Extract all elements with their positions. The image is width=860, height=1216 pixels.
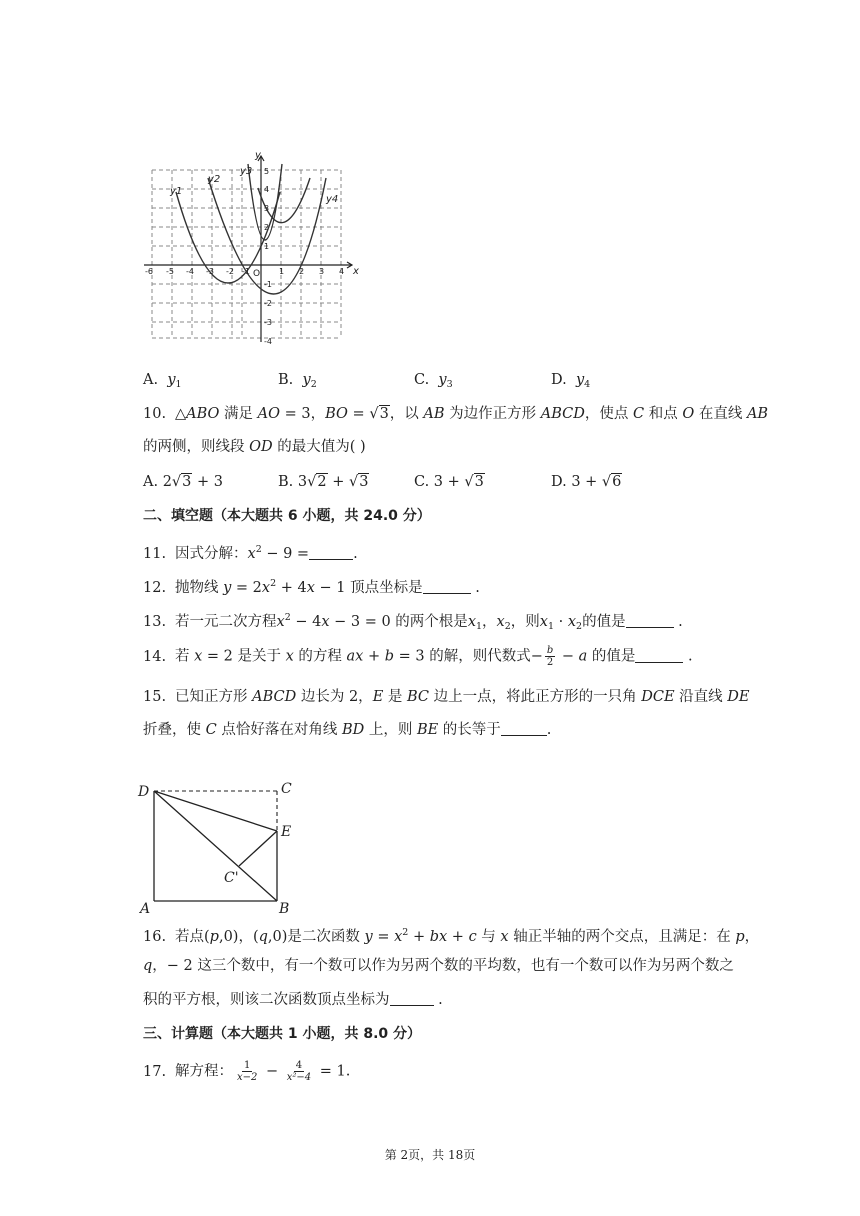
math: b: [384, 648, 395, 665]
text: − 3 = 0 的两个根是: [329, 614, 468, 630]
question-number: 13.: [143, 614, 167, 630]
sub: 2: [504, 621, 511, 632]
y-tick: 2: [264, 223, 270, 232]
sup: 2: [270, 578, 277, 589]
math: AB: [746, 406, 769, 422]
q12: [143, 574, 480, 598]
sup: 2: [402, 927, 409, 938]
q10-option-b[interactable]: B. 3√2 + √3: [278, 474, 369, 490]
option-text: +: [327, 474, 349, 490]
math: x: [194, 648, 203, 665]
text: .: [683, 648, 693, 665]
label-b: B: [279, 901, 290, 916]
math: BE: [416, 722, 439, 738]
y-tick: -2: [264, 299, 272, 308]
math: a: [346, 648, 356, 665]
question-number: 16.: [143, 929, 167, 945]
text: =: [347, 406, 370, 422]
curve-label-y2: y2: [208, 174, 221, 185]
radicand: 6: [612, 474, 622, 490]
text: 折叠，使: [143, 722, 206, 738]
section-heading: 二、填空题（本大题共 6 小题，共 24.0 分）: [143, 508, 431, 524]
math: x: [567, 614, 577, 630]
math: AB: [423, 406, 445, 422]
text: .: [673, 614, 683, 630]
text: 若点(: [175, 929, 210, 945]
option-prefix: B.: [278, 372, 294, 388]
answer-blank[interactable]: [390, 991, 434, 1006]
text: ，: [744, 929, 760, 945]
sup: 2: [255, 544, 262, 555]
math: E: [372, 689, 384, 705]
math: x: [355, 648, 364, 665]
text: 已知正方形: [175, 689, 253, 705]
math: DCE: [641, 689, 675, 705]
x-axis-label: x: [353, 266, 359, 277]
y-tick: 4: [264, 185, 270, 194]
math: O: [682, 406, 695, 422]
option-var: y: [575, 372, 585, 388]
text: = 2: [231, 580, 262, 596]
sub: 1: [547, 621, 555, 632]
option-prefix: D.: [551, 372, 567, 388]
math: BC: [407, 689, 430, 705]
x-tick: 1: [279, 267, 285, 276]
text: 的值是: [582, 614, 626, 630]
fraction: [235, 1060, 259, 1083]
text: 边上一点，将此正方形的一只角: [429, 689, 642, 705]
x-tick: -5: [166, 267, 174, 276]
math: q: [143, 958, 153, 974]
text: 解方程：: [175, 1063, 233, 1080]
y-tick: -1: [264, 280, 272, 289]
option-var: y: [438, 372, 447, 388]
q14: [143, 645, 693, 668]
text: 上，则: [364, 722, 417, 738]
answer-blank[interactable]: [501, 721, 547, 736]
curve-label-y3: y3: [240, 166, 253, 177]
numerator: 1: [244, 1060, 251, 1071]
y-tick: 5: [264, 167, 270, 176]
y-tick: -4: [264, 337, 272, 346]
answer-blank[interactable]: [309, 545, 353, 560]
text: ，使点: [584, 406, 633, 422]
q16-line3: [143, 990, 443, 1010]
math: x: [276, 614, 285, 630]
question-number: 17.: [143, 1063, 167, 1080]
question-number: 12.: [143, 580, 167, 596]
text: − 4: [290, 614, 322, 630]
text: =: [372, 929, 395, 945]
q16-line2: [143, 956, 734, 976]
radicand: 3: [474, 474, 484, 490]
text: 为边作正方形: [444, 406, 541, 422]
text: ，− 2 这三个数中，有一个数可以作为另两个数的平均数，也有一个数可以作为另两个数之: [152, 958, 734, 974]
text: ，则: [510, 614, 540, 630]
option-sub: 2: [310, 379, 317, 390]
square-fold-figure: [136, 776, 306, 916]
math: y: [223, 580, 232, 596]
math: DE: [727, 689, 750, 705]
text: ,0)是二次函数: [267, 929, 365, 945]
question-number: 10.: [143, 406, 167, 422]
answer-blank[interactable]: [423, 579, 471, 594]
math: a: [578, 648, 588, 665]
text: 是: [383, 689, 407, 705]
math: OD: [249, 439, 273, 455]
text: +: [408, 929, 430, 945]
option-sub: 4: [584, 379, 591, 390]
text: .: [546, 722, 552, 738]
text: △: [175, 406, 187, 422]
radicand: 2: [317, 474, 327, 490]
text: = 3 的解，则代数式−: [394, 648, 543, 665]
text: 和点: [644, 406, 683, 422]
text: 与: [476, 929, 501, 945]
y-tick: 3: [264, 204, 270, 213]
denominator: x−2: [237, 1072, 258, 1083]
text: .: [470, 580, 480, 596]
text: .: [353, 546, 358, 562]
text: 的方程: [293, 648, 347, 665]
text: − 9 =: [261, 546, 310, 562]
curve-label-y4: y4: [326, 194, 339, 205]
label-c: C: [281, 781, 292, 797]
text: ,0)，(: [218, 929, 259, 945]
radicand: 3: [359, 474, 369, 490]
y-tick: -3: [264, 318, 272, 327]
text: = 1.: [315, 1063, 351, 1080]
math: x: [394, 929, 403, 945]
text: 轴正半轴的两个交点，且满足：在: [508, 929, 736, 945]
math: p: [209, 929, 219, 945]
text: 在直线: [694, 406, 747, 422]
text: − 1 顶点坐标是: [314, 580, 423, 596]
x-tick: -2: [226, 267, 234, 276]
numerator: b: [546, 645, 554, 656]
math: x: [247, 546, 256, 562]
math: x: [539, 614, 548, 630]
label-e: E: [281, 824, 292, 840]
text: 的最大值为( ): [272, 439, 366, 455]
q11: [143, 540, 358, 564]
q10-option-a[interactable]: A. 2√3 + 3: [143, 474, 223, 490]
text: +: [447, 929, 469, 945]
sub: 1: [476, 621, 483, 632]
q10-option-d[interactable]: D. 3 + √6: [551, 474, 622, 490]
question-number: 15.: [143, 689, 167, 705]
q16-line1: [143, 923, 759, 947]
denominator: 2: [546, 657, 554, 668]
x-tick: -3: [206, 267, 214, 276]
text: + 4: [276, 580, 307, 596]
option-var: y: [302, 372, 311, 388]
denominator: x²−4: [286, 1072, 312, 1083]
option-prefix: A.: [143, 372, 159, 388]
option-var: y: [167, 372, 176, 388]
math: c: [468, 929, 477, 945]
text: 若: [175, 648, 195, 665]
parabola-graph: [140, 148, 365, 348]
text: 若一元二次方程: [175, 614, 277, 630]
text: 的长等于: [438, 722, 501, 738]
math: x: [467, 614, 476, 630]
math: C: [633, 406, 645, 422]
q10-line1: 10. △ABO 满足 AO = 3，BO = √3，以 AB 为边作正方形 ABCD，使点 C 和点 O 在直线 AB: [143, 406, 769, 422]
text: = 3，: [280, 406, 326, 422]
math: AO: [257, 406, 281, 422]
math: b: [429, 929, 440, 945]
q9-option-c[interactable]: [414, 370, 453, 395]
text: 点恰好落在对角线: [216, 722, 342, 738]
q9-option-a[interactable]: [143, 370, 182, 395]
text: ，以: [389, 406, 424, 422]
math: BO: [325, 406, 348, 422]
radicand: 3: [379, 406, 389, 422]
math: x: [500, 929, 509, 945]
question-number: 14.: [143, 648, 167, 665]
x-tick: -6: [145, 267, 153, 276]
q10-line2: [143, 437, 366, 457]
x-tick: 3: [319, 267, 325, 276]
text: 沿直线: [674, 689, 728, 705]
text: ·: [554, 614, 568, 630]
radicand: 3: [182, 474, 192, 490]
fraction: [545, 645, 555, 668]
math: p: [735, 929, 745, 945]
text: 的两侧，则线段: [143, 439, 250, 455]
option-text: C. 3 +: [414, 474, 465, 490]
y-tick: 1: [264, 242, 270, 251]
x-tick: 2: [299, 267, 305, 276]
option-text: B. 3: [278, 474, 308, 490]
q9-option-d[interactable]: [551, 370, 590, 395]
math: y: [364, 929, 373, 945]
option-sub: 1: [175, 379, 182, 390]
option-text: + 3: [192, 474, 223, 490]
math: ABO: [186, 406, 220, 422]
origin-label: O: [253, 269, 261, 279]
x-tick: -4: [186, 267, 194, 276]
numerator: 4: [295, 1060, 303, 1071]
q10-option-c[interactable]: C. 3 + √3: [414, 474, 484, 490]
math: x: [321, 614, 330, 630]
sub: 2: [576, 621, 583, 632]
sup: 2: [284, 612, 291, 623]
math: ABCD: [540, 406, 585, 422]
option-sub: 3: [446, 379, 453, 390]
q13: [143, 608, 683, 637]
text: 边长为 2，: [296, 689, 373, 705]
text: +: [363, 648, 385, 665]
option-text: D. 3 +: [551, 474, 602, 490]
question-number: 11.: [143, 546, 167, 562]
math: x: [496, 614, 505, 630]
text: 积的平方根，则该二次函数顶点坐标为: [143, 992, 390, 1008]
answer-blank[interactable]: [635, 648, 683, 663]
text: −: [261, 1063, 283, 1080]
math: x: [285, 648, 294, 665]
page-footer: 第 2页，共 18页: [384, 1148, 476, 1162]
math: ABCD: [252, 689, 297, 705]
option-text: A. 2: [143, 474, 172, 490]
x-tick: 4: [339, 267, 345, 276]
label-a: A: [140, 901, 151, 916]
x-tick: -1: [242, 267, 250, 276]
text: .: [433, 992, 443, 1008]
text: ，: [482, 614, 497, 630]
answer-blank[interactable]: [626, 613, 674, 628]
q17: [143, 1060, 350, 1083]
q15-line2: [143, 720, 551, 740]
text: −: [557, 648, 579, 665]
math: x: [439, 929, 448, 945]
text: 的值是: [587, 648, 636, 665]
math: x: [306, 580, 315, 596]
q9-option-b[interactable]: [278, 370, 317, 395]
text: 抛物线: [175, 580, 224, 596]
q15-line1: [143, 687, 750, 707]
label-c-prime: C': [224, 870, 239, 886]
y-axis-label: y: [255, 150, 261, 161]
fraction: [285, 1060, 313, 1083]
option-prefix: C.: [414, 372, 430, 388]
math: q: [258, 929, 268, 945]
text: 因式分解：: [175, 546, 248, 562]
curve-label-y1: y1: [170, 186, 183, 197]
text: = 2 是关于: [202, 648, 286, 665]
math: C: [205, 722, 217, 738]
section-heading: 三、计算题（本大题共 1 小题，共 8.0 分）: [143, 1026, 422, 1042]
math: BD: [341, 722, 365, 738]
math: x: [261, 580, 271, 596]
text: 满足: [219, 406, 258, 422]
label-d: D: [138, 784, 150, 800]
